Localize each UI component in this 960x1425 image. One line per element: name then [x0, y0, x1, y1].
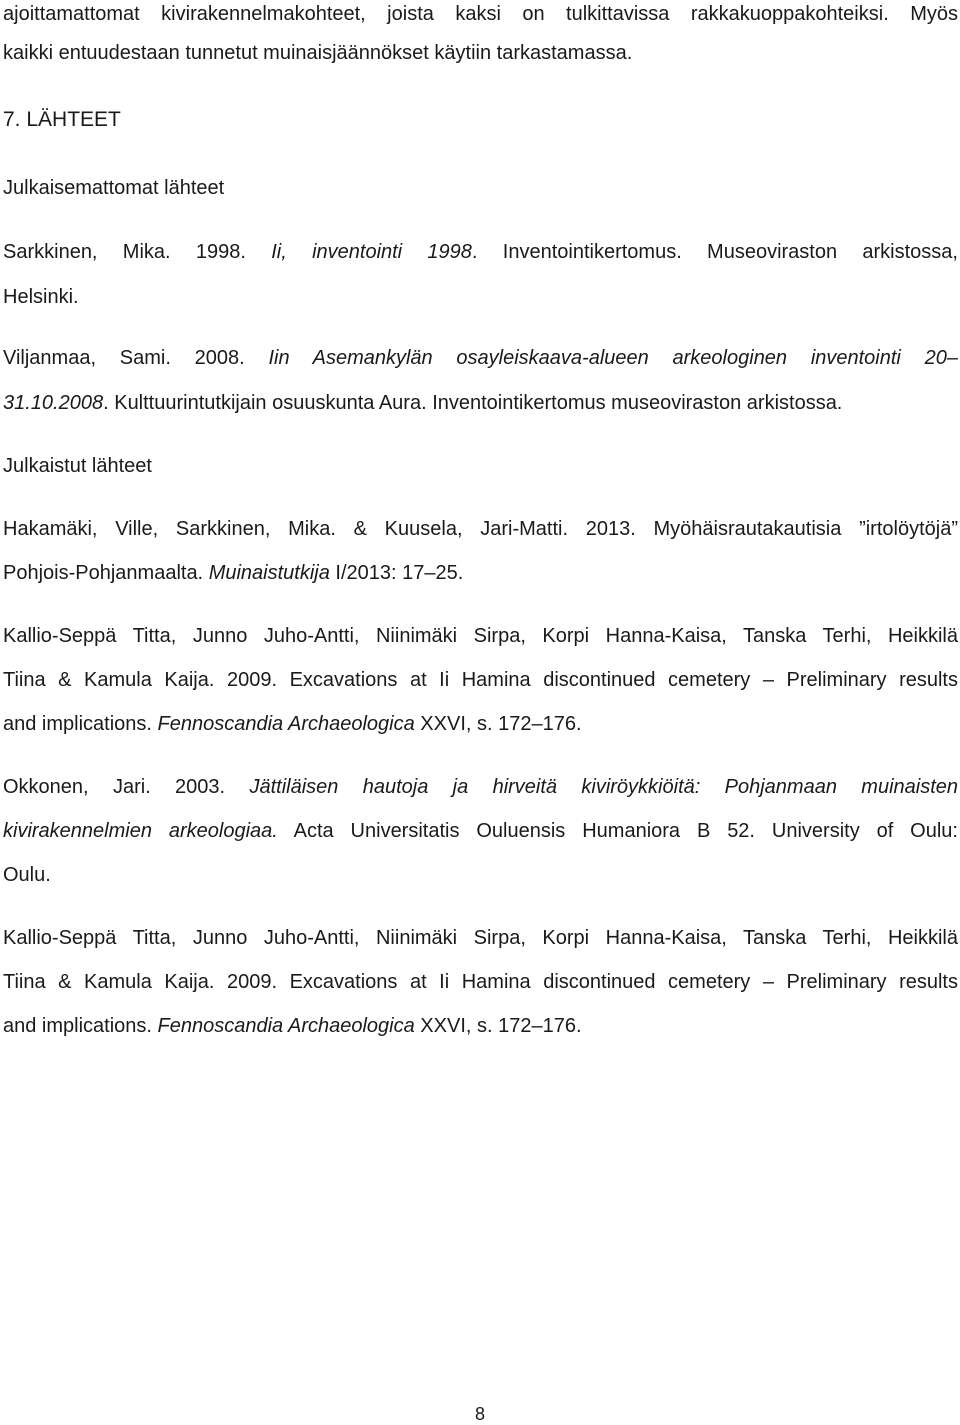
- intro-line-2: kaikki entuudestaan tunnetut muinaisjäännökset käytiin tarkastamassa.: [3, 42, 633, 64]
- reference-kallio-seppa-2-line-3: and implications. Fennoscandia Archaeologica XXVI, s. 172–176.: [3, 1015, 582, 1037]
- reference-viljanmaa-line-1: Viljanmaa, Sami. 2008. Iin Asemankylän osayleiskaava-alueen arkeologinen inventointi 20–: [3, 347, 958, 369]
- reference-sarkkinen-line-2: Helsinki.: [3, 286, 79, 308]
- published-heading: Julkaistut lähteet: [3, 455, 152, 477]
- reference-okkonen-line-3: Oulu.: [3, 864, 51, 886]
- reference-kallio-seppa-1-line-1: Kallio-Seppä Titta, Junno Juho-Antti, Niinimäki Sirpa, Korpi Hanna-Kaisa, Tanska Terhi, Heikkilä: [3, 625, 958, 647]
- intro-line-1: ajoittamattomat kivirakennelmakohteet, joista kaksi on tulkittavissa rakkakuoppakohteiksi. Myös: [3, 3, 958, 25]
- reference-kallio-seppa-2-line-2: Tiina & Kamula Kaija. 2009. Excavations at Ii Hamina discontinued cemetery – Preliminary results: [3, 971, 958, 993]
- reference-kallio-seppa-1-line-3: and implications. Fennoscandia Archaeologica XXVI, s. 172–176.: [3, 713, 582, 735]
- unpublished-heading: Julkaisemattomat lähteet: [3, 177, 225, 199]
- reference-sarkkinen-line-1: Sarkkinen, Mika. 1998. Ii, inventointi 1998. Inventointikertomus. Museoviraston arkistossa,: [3, 241, 958, 263]
- reference-okkonen-line-1: Okkonen, Jari. 2003. Jättiläisen hautoja ja hirveitä kiviröykkiöitä: Pohjanmaan muinaisten: [3, 776, 958, 798]
- reference-kallio-seppa-1-line-2: Tiina & Kamula Kaija. 2009. Excavations at Ii Hamina discontinued cemetery – Preliminary results: [3, 669, 958, 691]
- reference-hakamaki-line-2: Pohjois-Pohjanmaalta. Muinaistutkija I/2013: 17–25.: [3, 562, 464, 584]
- page-number: 8: [474, 1404, 485, 1424]
- reference-okkonen-line-2: kivirakennelmien arkeologiaa. Acta Universitatis Ouluensis Humaniora B 52. University of Oulu:: [3, 820, 958, 842]
- reference-kallio-seppa-2-line-1: Kallio-Seppä Titta, Junno Juho-Antti, Niinimäki Sirpa, Korpi Hanna-Kaisa, Tanska Terhi, Heikkilä: [3, 927, 958, 949]
- section-title: 7. LÄHTEET: [3, 108, 121, 131]
- reference-viljanmaa-line-2: 31.10.2008. Kulttuurintutkijain osuuskunta Aura. Inventointikertomus museoviraston arkistossa.: [3, 392, 843, 414]
- reference-hakamaki-line-1: Hakamäki, Ville, Sarkkinen, Mika. & Kuusela, Jari-Matti. 2013. Myöhäisrautakautisia ”irtolöytöjä”: [3, 518, 958, 540]
